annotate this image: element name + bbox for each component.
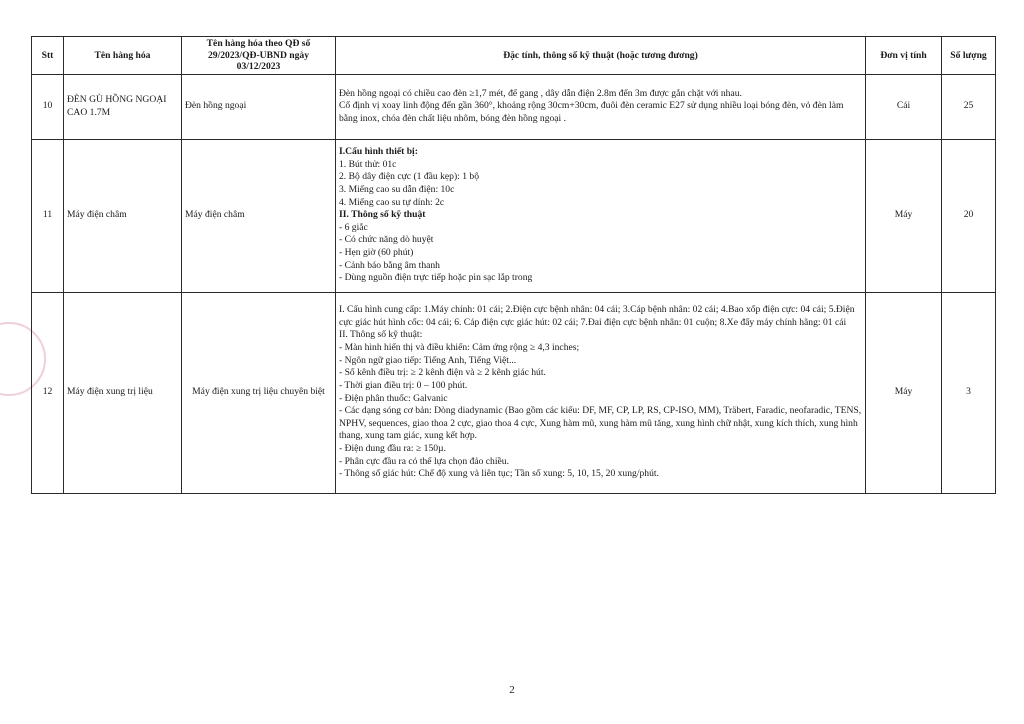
header-name-decision: Tên hàng hóa theo QĐ số 29/2023/QĐ-UBND ngày 03/12/2023 — [182, 37, 336, 75]
header-stt: Stt — [32, 37, 64, 75]
table-row — [32, 139, 996, 292]
cell-spec — [336, 292, 866, 493]
spec-line: II. Thông số kỹ thuật: — [339, 329, 423, 341]
spec-line: - Có chức năng dò huyệt — [339, 234, 434, 246]
cell-name-decision: Đèn hồng ngoại — [182, 74, 336, 139]
cell-name: Máy điện châm — [64, 139, 182, 292]
spec-line: I.Cấu hình thiết bị: — [339, 145, 418, 157]
table-row — [32, 74, 996, 139]
spec-line: - Điện dung đầu ra: ≥ 150µ. — [339, 443, 446, 455]
spec-line: - Cảnh báo bằng âm thanh — [339, 259, 440, 271]
table-row — [32, 292, 996, 493]
cell-qty: 3 — [942, 292, 996, 493]
cell-unit: Máy — [866, 139, 942, 292]
cell-unit: Máy — [866, 292, 942, 493]
spec-line: 1. Bút thử: 01c — [339, 158, 397, 170]
cell-qty: 20 — [942, 139, 996, 292]
cell-spec — [336, 139, 866, 292]
specification-table — [31, 36, 996, 494]
spec-line: I. Cấu hình cung cấp: 1.Máy chính: 01 cái; 2.Điện cực bệnh nhân: 04 cái; 3.Cáp bệnh nhân: 02 cái; 4.Bao xốp điện cực: 04 cái; 5.Điện cực giác hút hình cốc: 04 cái; 6. Cáp điện cực giác hút: 02 cái; 7.Đai điện cực bệnh nhân: 01 cuộn; 8.Xe đẩy máy chính hãng: 01 cái — [339, 303, 855, 328]
header-name: Tên hàng hóa — [64, 37, 182, 75]
spec-line: - Thời gian điều trị: 0 – 100 phút. — [339, 379, 468, 391]
cell-unit: Cái — [866, 74, 942, 139]
cell-name: Máy điện xung trị liệu — [64, 292, 182, 493]
cell-stt: 12 — [32, 292, 64, 493]
header-unit: Đơn vị tính — [866, 37, 942, 75]
spec-line: II. Thông số kỹ thuật — [339, 209, 426, 221]
spec-line: - Thông số giác hút: Chế độ xung và liên tục; Tần số xung: 5, 10, 15, 20 xung/phút. — [339, 468, 659, 480]
spec-line: - Số kênh điều trị: ≥ 2 kênh điện và ≥ 2 kênh giác hút. — [339, 367, 546, 379]
spec-line: - Phân cực đầu ra có thể lựa chọn đảo chiều. — [339, 455, 509, 467]
spec-line: 2. Bộ dây điện cực (1 đầu kẹp): 1 bộ — [339, 171, 480, 183]
spec-line: Đèn hồng ngoại có chiều cao đèn ≥1,7 mét, để gang , dây dẫn điện 2.8m đến 3m được gắn chặt với nhau. — [339, 87, 742, 99]
table-header-row — [32, 37, 996, 75]
cell-stt: 10 — [32, 74, 64, 139]
spec-line: Cố định vị xoay linh động đến gần 360°, khoảng rộng 30cm+30cm, đuôi đèn ceramic E27 sử dụng nhiều loại bóng đèn, vỏ đèn làm bằng inox, chóa đèn chất liệu nhôm, bóng đèn hồng ngoại . — [339, 100, 844, 124]
spec-line: - Các dạng sóng cơ bản: Dòng diadynamic (Bao gồm các kiểu: DF, MF, CP, LP, RS, CP-ISO, MM), Träbert, Faradic, neofaradic, TENS, NPHV, sequences, giao thoa 2 cực, giao thoa 4 cực, Xung hàm mũ, xung hàm mũ tăng, xung hình chữ nhật, xung kích thích, xung hình thang, xung tam giác, xung kết hợp. — [339, 405, 862, 442]
header-qty: Số lượng — [942, 37, 996, 75]
spec-line: 3. Miếng cao su dẫn điện: 10c — [339, 183, 455, 195]
cell-qty: 25 — [942, 74, 996, 139]
spec-line: 4. Miếng cao su tự dính: 2c — [339, 196, 445, 208]
cell-name: ĐÈN GÙ HỒNG NGOẠI CAO 1.7M — [64, 74, 182, 139]
page-number: 2 — [509, 684, 515, 696]
spec-line: - Dùng nguồn điện trực tiếp hoặc pin sạc lắp trong — [339, 272, 533, 284]
spec-line: - Hẹn giờ (60 phút) — [339, 247, 414, 259]
spec-line: - Màn hình hiển thị và điều khiển: Cảm ứng rộng ≥ 4,3 inches; — [339, 341, 580, 353]
cell-stt: 11 — [32, 139, 64, 292]
spec-line: - Ngôn ngữ giao tiếp: Tiếng Anh, Tiếng Việt... — [339, 354, 517, 366]
cell-spec — [336, 74, 866, 139]
spec-line: - 6 giắc — [339, 221, 368, 233]
cell-name-decision: Máy điện xung trị liệu chuyên biệt — [182, 292, 336, 493]
cell-name-decision: Máy điện châm — [182, 139, 336, 292]
spec-line: - Điện phân thuốc: Galvanic — [339, 392, 448, 404]
header-spec: Đặc tính, thông số kỹ thuật (hoặc tương đương) — [336, 37, 866, 75]
